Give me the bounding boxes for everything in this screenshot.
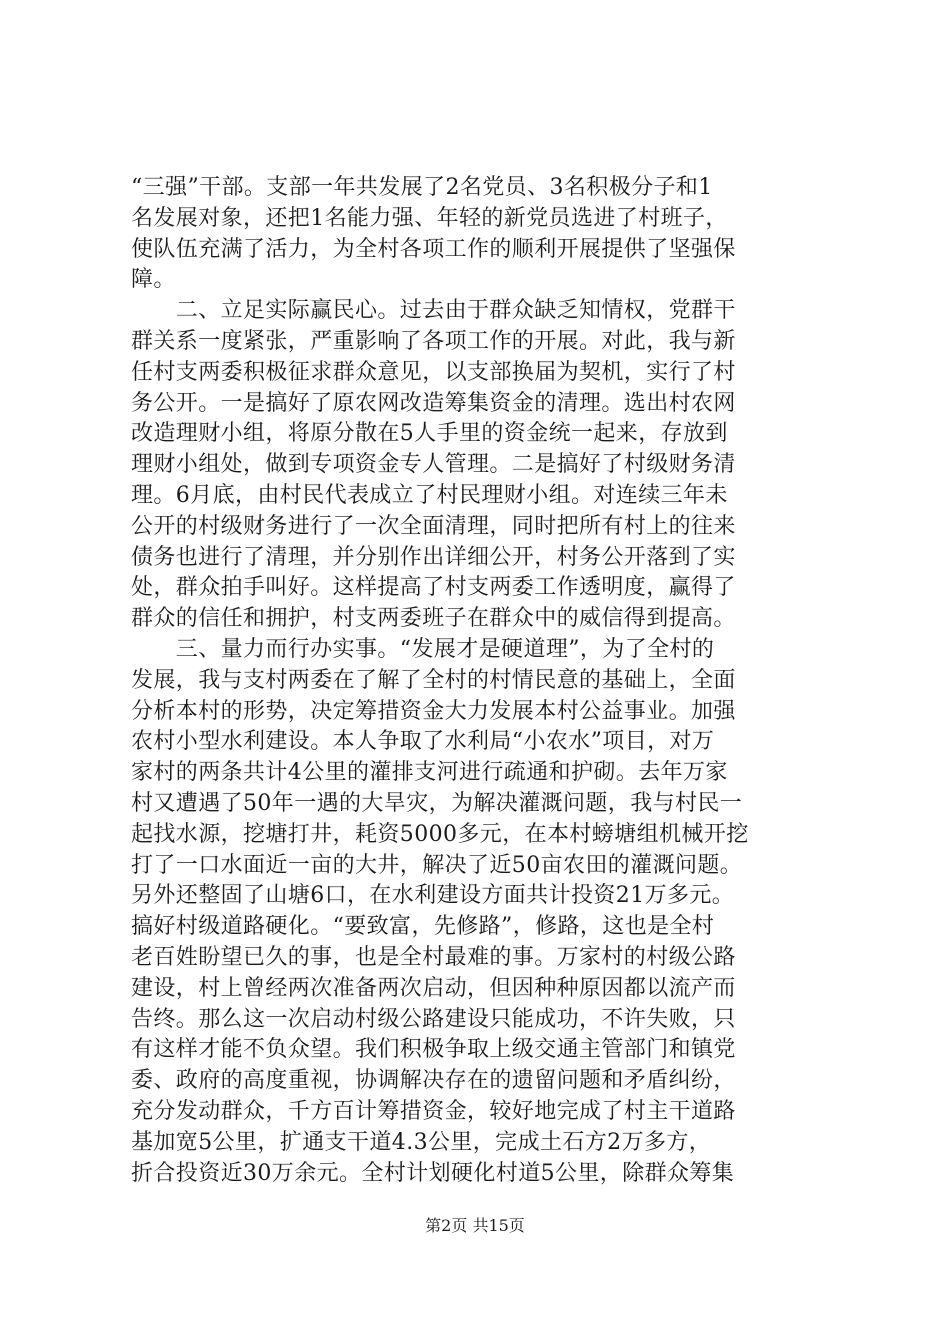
text-line: 理。6月底，由村民代表成立了村民理财小组。对连续三年未: [131, 482, 728, 508]
text-line: 任村支两委积极征求群众意见，以支部换届为契机，实行了村: [131, 359, 736, 385]
text-line: 老百姓盼望已久的事，也是全村最难的事。万家村的村级公路: [131, 944, 736, 970]
text-line: 发展，我与支村两委在了解了全村的村情民意的基础上，全面: [131, 667, 736, 693]
page-footer: [0, 1216, 950, 1236]
text-line: 委、政府的高度重视，协调解决存在的遗留问题和矛盾纠纷，: [131, 1068, 736, 1094]
text-line: 搞好村级道路硬化。“要致富，先修路”，修路，这也是全村: [131, 914, 715, 940]
document-body: [131, 173, 831, 1189]
text-line: 折合投资近30万余元。全村计划硬化村道5公里，除群众筹集: [131, 1160, 735, 1186]
text-line: 农村小型水利建设。本人争取了水利局“小农水”项目，对万: [131, 729, 715, 755]
text-line: 群关系一度紧张，严重影响了各项工作的开展。对此，我与新: [131, 328, 736, 354]
text-line: 务公开。一是搞好了原农网改造筹集资金的清理。选出村农网: [131, 390, 736, 416]
text-line: 家村的两条共计4公里的灌排支河进行疏通和护砌。去年万家: [131, 760, 728, 786]
text-line: 群众的信任和拥护，村支两委班子在群众中的威信得到提高。: [131, 606, 736, 632]
text-line: 起找水源，挖塘打井，耗资5000多元，在本村螃塘组机械开挖: [131, 821, 749, 847]
text-line: 告终。那么这一次启动村级公路建设只能成功，不许失败，只: [131, 1006, 736, 1032]
text-line: 建设，村上曾经两次准备两次启动，但因种种原因都以流产而: [131, 975, 736, 1001]
text-line: 债务也进行了清理，并分别作出详细公开，村务公开落到了实: [131, 544, 736, 570]
text-line: 有这样才能不负众望。我们积极争取上级交通主管部门和镇党: [131, 1037, 736, 1063]
text-line: 改造理财小组，将原分散在5人手里的资金统一起来，存放到: [131, 421, 728, 447]
text-line: 打了一口水面近一亩的大井，解决了近50亩农田的灌溉问题。: [131, 852, 743, 878]
page-number: 第2页 共15页: [425, 1216, 525, 1235]
text-line: 村又遭遇了50年一遇的大旱灾，为解决灌溉问题，我与村民一: [131, 790, 743, 816]
text-line: 公开的村级财务进行了一次全面清理，同时把所有村上的往来: [131, 513, 736, 539]
text-line: “三强”干部。支部一年共发展了2名党员、3名积极分子和1: [131, 175, 713, 200]
text-line: 障。: [131, 267, 176, 293]
text-line: 另外还整固了山塘6口，在水利建设方面共计投资21万多元。: [131, 883, 735, 909]
text-line: 三、量力而行办实事。“发展才是硬道理”，为了全村的: [131, 636, 715, 662]
text-line: 二、立足实际赢民心。过去由于群众缺乏知情权，党群干: [131, 298, 736, 324]
text-line: 基加宽5公里，扩通支干道4.3公里，完成土石方2万多方，: [131, 1129, 712, 1155]
text-line: 充分发动群众，千方百计筹措资金，较好地完成了村主干道路: [131, 1098, 736, 1124]
text-line: 分析本村的形势，决定筹措资金大力发展本村公益事业。加强: [131, 698, 736, 724]
text-line: 理财小组处，做到专项资金专人管理。二是搞好了村级财务清: [131, 452, 736, 478]
text-line: 使队伍充满了活力，为全村各项工作的顺利开展提供了坚强保: [131, 236, 736, 262]
text-line: 处，群众拍手叫好。这样提高了村支两委工作透明度，赢得了: [131, 575, 736, 601]
text-line: 名发展对象，还把1名能力强、年轻的新党员选进了村班子，: [131, 205, 728, 231]
